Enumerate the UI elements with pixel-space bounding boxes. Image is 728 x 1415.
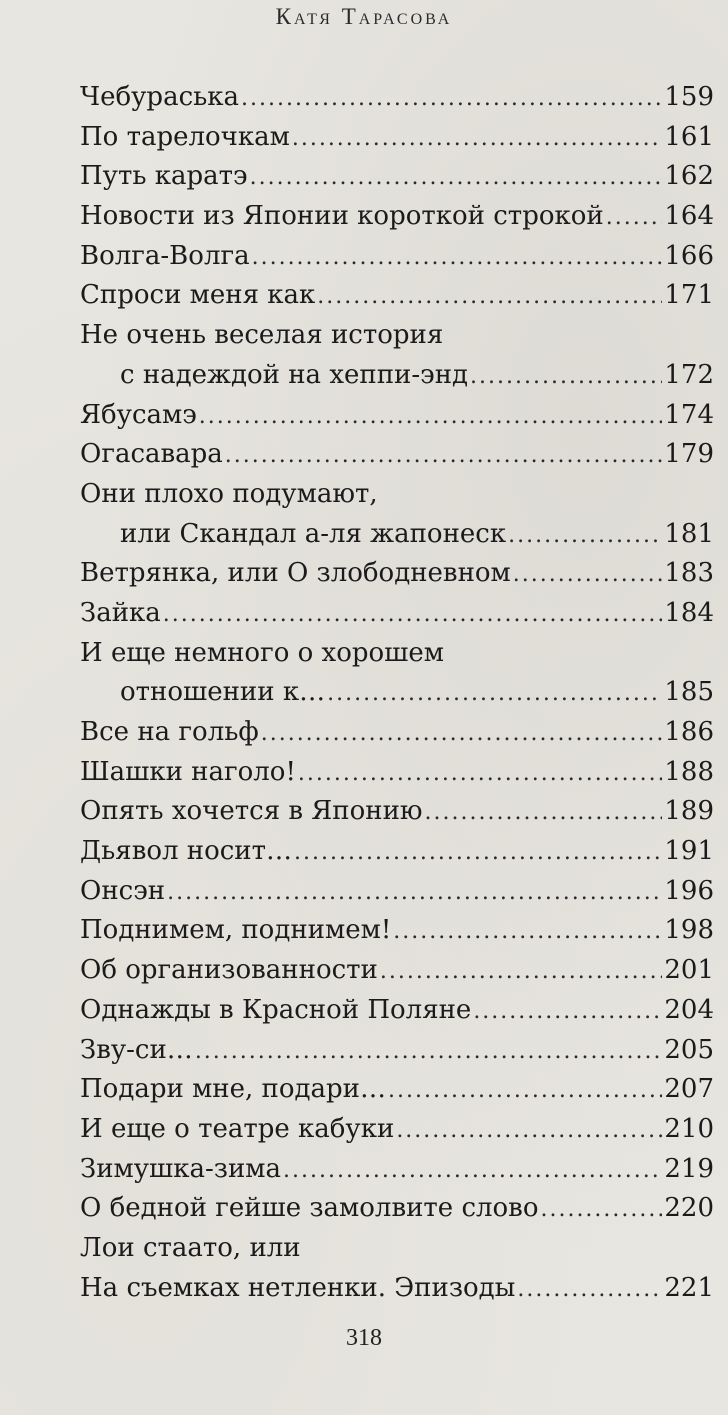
- toc-dot-leader: [508, 516, 662, 556]
- toc-entry: [80, 78, 714, 118]
- toc-entry-page: 191: [664, 836, 714, 867]
- toc-entry: [80, 832, 714, 872]
- toc-entry-page: 164: [664, 201, 714, 232]
- toc-entry: [80, 396, 714, 436]
- toc-entry: [80, 673, 714, 713]
- toc-dot-leader: [252, 238, 663, 278]
- toc-entry-page: 184: [664, 597, 714, 628]
- toc-entry: [80, 1031, 714, 1071]
- toc-entry: [80, 197, 714, 237]
- toc-entry: [80, 1229, 714, 1269]
- toc-entry: [80, 792, 714, 832]
- toc-entry: [80, 1269, 714, 1309]
- toc-entry-title: отношении к…: [120, 677, 326, 708]
- toc-entry-title: Спроси меня как: [80, 280, 316, 311]
- toc-entry-title: Чебураська: [80, 82, 240, 112]
- toc-entry: [80, 475, 714, 515]
- toc-entry-title: Огасавара: [80, 439, 223, 470]
- toc-entry: [80, 991, 714, 1031]
- toc-dot-leader: [380, 952, 662, 992]
- toc-entry: [80, 118, 714, 158]
- toc-dot-leader: [167, 873, 662, 913]
- toc-entry-title: Поднимем, поднимем!: [80, 915, 392, 946]
- toc-entry-page: 189: [664, 796, 714, 827]
- toc-entry: [80, 356, 714, 396]
- toc-entry: [80, 515, 714, 555]
- toc-entry-page: 221: [664, 1272, 714, 1303]
- toc-entry: [80, 753, 714, 793]
- toc-entry-title: Зимушка-зима: [80, 1153, 281, 1184]
- toc-entry-title: Однажды в Красной Поляне: [80, 994, 472, 1025]
- toc-dot-leader: [473, 992, 662, 1032]
- toc-entry-title: Зайка: [80, 597, 161, 628]
- toc-entry-page: 201: [664, 955, 714, 986]
- toc-entry-page: 207: [664, 1074, 714, 1105]
- toc-dot-leader: [606, 198, 663, 238]
- toc-entry: [80, 157, 714, 197]
- toc-entry: [80, 1070, 714, 1110]
- toc-entry-page: 204: [664, 994, 714, 1025]
- toc-dot-leader: [540, 1190, 662, 1230]
- toc-dot-leader: [261, 714, 663, 754]
- toc-entry-title: Дьявол носит…: [80, 836, 293, 867]
- toc-entry-title: Не очень веселая история: [80, 320, 444, 351]
- toc-dot-leader: [317, 277, 662, 317]
- toc-entry-title: Они плохо подумают,: [80, 478, 378, 509]
- toc-entry-title: Онсэн: [80, 875, 166, 906]
- toc-entry: [80, 1189, 714, 1229]
- toc-entry: [80, 1150, 714, 1190]
- toc-entry-page: 205: [664, 1034, 714, 1065]
- toc-entry-title: Опять хочется в Японию: [80, 796, 423, 827]
- toc-entry-title: Ябусамэ: [80, 399, 197, 430]
- toc-entry: [80, 872, 714, 912]
- toc-entry: [80, 713, 714, 753]
- toc-dot-leader: [199, 397, 663, 437]
- running-head: Катя Тарасова: [275, 4, 453, 29]
- toc-entry: [80, 951, 714, 991]
- toc-entry-title: О бедной гейше замолвите слово: [80, 1193, 539, 1224]
- toc-entry-title: с надеждой на хеппи-энд: [120, 359, 469, 390]
- toc-dot-leader: [396, 1111, 662, 1151]
- toc-dot-leader: [393, 912, 662, 952]
- toc-entry-page: 174: [664, 399, 714, 430]
- toc-dot-leader: [225, 436, 663, 476]
- toc-dot-leader: [292, 119, 663, 159]
- toc-entry-title: Об организованности: [80, 955, 378, 986]
- toc-dot-leader: [425, 793, 663, 833]
- toc-entry-page: 161: [664, 121, 714, 152]
- toc-entry: [80, 594, 714, 634]
- toc-entry-page: 185: [664, 677, 714, 708]
- toc-entry-page: 219: [664, 1153, 714, 1184]
- toc-entry: [80, 634, 714, 674]
- toc-dot-leader: [517, 1270, 662, 1310]
- toc-dot-leader: [294, 833, 662, 873]
- toc-entry-title: Путь каратэ: [80, 161, 248, 192]
- toc-entry-page: 210: [664, 1113, 714, 1144]
- toc-entry-page: 172: [664, 359, 714, 390]
- toc-entry-page: 162: [664, 161, 714, 192]
- toc-dot-leader: [283, 1151, 662, 1191]
- toc-entry: [80, 316, 714, 356]
- toc-entry-title: И еще немного о хорошем: [80, 637, 444, 668]
- toc-entry: [80, 911, 714, 951]
- toc-entry-title: Подари мне, подари…: [80, 1074, 387, 1105]
- toc-entry: [80, 435, 714, 475]
- toc-entry-title: Зву-си…: [80, 1034, 193, 1065]
- toc-dot-leader: [513, 555, 663, 595]
- toc-entry-page: 181: [664, 518, 714, 549]
- toc-dot-leader: [195, 1032, 663, 1072]
- toc-entry-page: 196: [664, 875, 714, 906]
- toc-entry-page: 186: [664, 717, 714, 747]
- toc-entry-title: Шашки наголо!: [80, 756, 296, 787]
- toc-entry-title: Волга-Волга: [80, 240, 250, 271]
- toc-entry-title: По тарелочкам: [80, 121, 290, 152]
- toc-entry-page: 198: [664, 915, 714, 946]
- toc-dot-leader: [298, 754, 662, 794]
- toc-entry-page: 159: [664, 82, 714, 112]
- toc-dot-leader: [388, 1071, 662, 1111]
- toc-entry: [80, 237, 714, 277]
- toc-dot-leader: [470, 357, 662, 397]
- toc-dot-leader: [327, 674, 662, 714]
- toc-entry: [80, 554, 714, 594]
- toc-entry-title: И еще о театре кабуки: [80, 1113, 395, 1144]
- toc-dot-leader: [241, 79, 662, 119]
- toc-entry-page: 188: [664, 756, 714, 787]
- toc-entry: [80, 1110, 714, 1150]
- toc-entry-page: 220: [664, 1193, 714, 1224]
- toc-entry-page: 183: [664, 558, 714, 589]
- toc-entry-page: 171: [664, 280, 714, 311]
- toc-entry: [80, 276, 714, 316]
- toc-entry-title: Новости из Японии короткой строкой: [80, 201, 604, 232]
- toc-entry-title: Все на гольф: [80, 717, 259, 747]
- toc-dot-leader: [250, 158, 663, 198]
- toc-entry-page: 166: [664, 240, 714, 271]
- toc-entry-title: или Скандал а-ля жапонеск: [120, 518, 507, 549]
- toc-dot-leader: [163, 595, 663, 635]
- toc-entry-title: Лои стаато, или: [80, 1232, 301, 1263]
- toc-entry-title: Ветрянка, или О злободневном: [80, 558, 511, 589]
- toc-entry-page: 179: [664, 439, 714, 470]
- table-of-contents: [80, 78, 714, 1308]
- page-number: 318: [346, 1325, 382, 1351]
- toc-entry-title: На съемках нетленки. Эпизоды: [80, 1272, 516, 1303]
